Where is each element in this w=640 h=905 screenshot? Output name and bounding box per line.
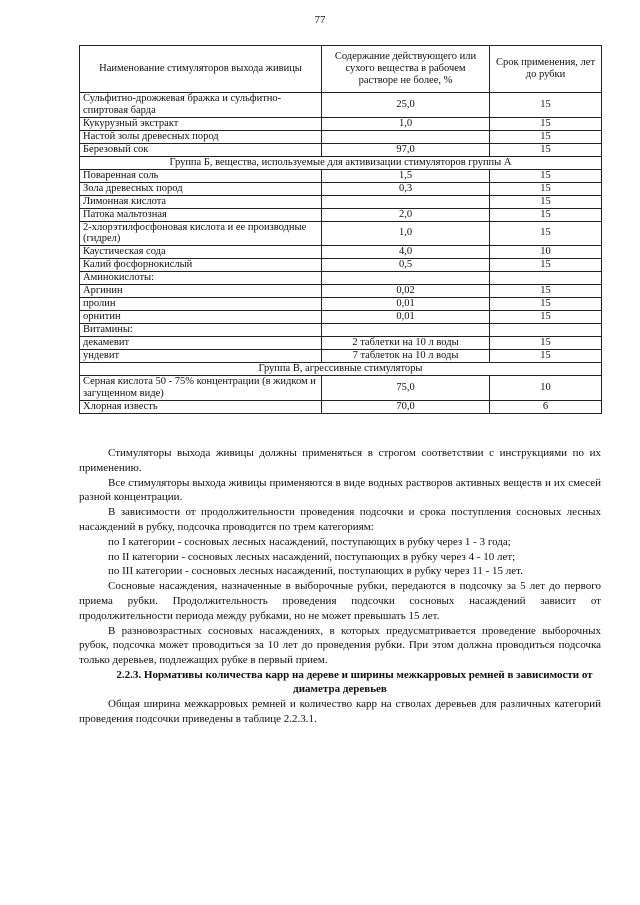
stimulants-table	[79, 45, 602, 414]
table-row	[80, 400, 602, 413]
cell-term	[490, 272, 602, 285]
table-row	[80, 311, 602, 324]
cell-content: 1,0	[322, 117, 490, 130]
cell-term: 10	[490, 376, 602, 401]
cell-name: Аминокислоты:	[80, 272, 322, 285]
header-content: Содержание действующего или сухого вещества в рабочем растворе не более, %	[322, 46, 490, 93]
cell-name: орнитин	[80, 311, 322, 324]
group-title: Группа В, агрессивные стимуляторы	[80, 363, 602, 376]
table-row	[80, 182, 602, 195]
cell-content: 1,5	[322, 169, 490, 182]
cell-term: 15	[490, 208, 602, 221]
table-row	[80, 130, 602, 143]
cell-content	[322, 324, 490, 337]
paragraph: по II категории - сосновых лесных насаждений, поступающих в рубку через 4 - 10 лет;	[108, 550, 516, 563]
cell-content: 0,01	[322, 298, 490, 311]
cell-content	[322, 195, 490, 208]
cell-name: Сульфитно-дрожжевая бражка и сульфитно-спиртовая барда	[80, 93, 322, 118]
table-row	[80, 285, 602, 298]
table-row	[80, 350, 602, 363]
cell-name: Витамины:	[80, 324, 322, 337]
cell-content	[322, 272, 490, 285]
table-row	[80, 143, 602, 156]
cell-term: 15	[490, 93, 602, 118]
final-paragraph: Общая ширина межкарровых ремней и количество карр на стволах деревьев для различных категорий проведения подсочки приведены в таблице 2.2.3.1.	[79, 697, 601, 725]
cell-term: 15	[490, 337, 602, 350]
table-row	[80, 376, 602, 401]
cell-name: декамевит	[80, 337, 322, 350]
table-row	[80, 337, 602, 350]
cell-content: 2,0	[322, 208, 490, 221]
cell-name: Патока мальтозная	[80, 208, 322, 221]
cell-term: 6	[490, 400, 602, 413]
cell-term: 15	[490, 195, 602, 208]
table-body	[80, 93, 602, 414]
cell-term: 10	[490, 246, 602, 259]
body-text	[79, 446, 601, 727]
cell-content: 0,02	[322, 285, 490, 298]
cell-term: 15	[490, 182, 602, 195]
table-row	[80, 169, 602, 182]
header-term: Срок применения, лет до рубки	[490, 46, 602, 93]
cell-term	[490, 324, 602, 337]
cell-content: 7 таблеток на 10 л воды	[322, 350, 490, 363]
table-group-row	[80, 363, 602, 376]
paragraph: по III категории - сосновых лесных насаждений, поступающих в рубку через 11 - 15 лет.	[108, 565, 523, 578]
cell-term: 15	[490, 298, 602, 311]
page-number: 77	[314, 14, 326, 26]
table-row	[80, 208, 602, 221]
cell-name: Лимонная кислота	[80, 195, 322, 208]
cell-name: ундевит	[80, 350, 322, 363]
cell-name: Каустическая сода	[80, 246, 322, 259]
paragraph: Стимуляторы выхода живицы должны применяться в строгом соответствии с инструкциями по их применению.	[79, 447, 601, 474]
cell-content: 70,0	[322, 400, 490, 413]
cell-content: 1,0	[322, 221, 490, 246]
table-row	[80, 195, 602, 208]
cell-term: 15	[490, 117, 602, 130]
cell-term: 15	[490, 169, 602, 182]
cell-name: Поваренная соль	[80, 169, 322, 182]
cell-term: 15	[490, 285, 602, 298]
table-row	[80, 272, 602, 285]
cell-name: Серная кислота 50 - 75% концентрации (в жидком и загущенном виде)	[80, 376, 322, 401]
table-row	[80, 221, 602, 246]
paragraph: Сосновые насаждения, назначенные в выборочные рубки, передаются в подсочку за 5 лет до первого приема рубки. Продолжительность проведения подсочки сосновых насаждений зависит от продолжительности периода между рубками, но не может превышать 15 лет.	[79, 580, 601, 622]
cell-content: 4,0	[322, 246, 490, 259]
cell-term: 15	[490, 311, 602, 324]
cell-name: пролин	[80, 298, 322, 311]
cell-name: Березовый сок	[80, 143, 322, 156]
table-row	[80, 298, 602, 311]
table-row	[80, 259, 602, 272]
cell-content: 25,0	[322, 93, 490, 118]
cell-content	[322, 130, 490, 143]
cell-content: 2 таблетки на 10 л воды	[322, 337, 490, 350]
cell-name: Аргинин	[80, 285, 322, 298]
table-group-row	[80, 156, 602, 169]
cell-name: Настой золы древесных пород	[80, 130, 322, 143]
cell-content: 97,0	[322, 143, 490, 156]
table-row	[80, 117, 602, 130]
cell-content: 0,5	[322, 259, 490, 272]
paragraph: В разновозрастных сосновых насаждениях, в которых предусматривается проведение выборочных рубок, подсочка может проводиться за 10 лет до проведения рубки. При этом должна проводиться подсочка только деревьев, подлежащих рубке в первый прием.	[79, 624, 601, 667]
cell-term: 15	[490, 221, 602, 246]
header-name: Наименование стимуляторов выхода живицы	[80, 46, 322, 93]
cell-name: Калий фосфорнокислый	[80, 259, 322, 272]
paragraph: В зависимости от продолжительности проведения подсочки и срока поступления сосновых лесных насаждений в рубку, подсочка проводится по трем категориям:	[79, 506, 601, 533]
table-row	[80, 324, 602, 337]
cell-name: Хлорная известь	[80, 400, 322, 413]
table-row	[80, 93, 602, 118]
cell-term: 15	[490, 350, 602, 363]
paragraph: Все стимуляторы выхода живицы применяются в виде водных растворов активных веществ и их смесей разной концентрации.	[79, 476, 601, 504]
table-row	[80, 246, 602, 259]
group-title: Группа Б, вещества, используемые для активизации стимуляторов группы А	[80, 156, 602, 169]
cell-content: 75,0	[322, 376, 490, 401]
cell-name: 2-хлорэтилфосфоновая кислота и ее производные (гидрел)	[80, 221, 322, 246]
cell-term: 15	[490, 143, 602, 156]
cell-name: Кукурузный экстракт	[80, 117, 322, 130]
cell-content: 0,3	[322, 182, 490, 195]
section-heading: 2.2.3. Нормативы количества карр на дереве и ширины межкарровых ремней в зависимости от диаметра деревьев	[116, 668, 593, 696]
cell-term: 15	[490, 130, 602, 143]
cell-name: Зола древесных пород	[80, 182, 322, 195]
cell-content: 0,01	[322, 311, 490, 324]
paragraph: по I категории - сосновых лесных насаждений, поступающих в рубку через 1 - 3 года;	[108, 535, 511, 548]
cell-term: 15	[490, 259, 602, 272]
